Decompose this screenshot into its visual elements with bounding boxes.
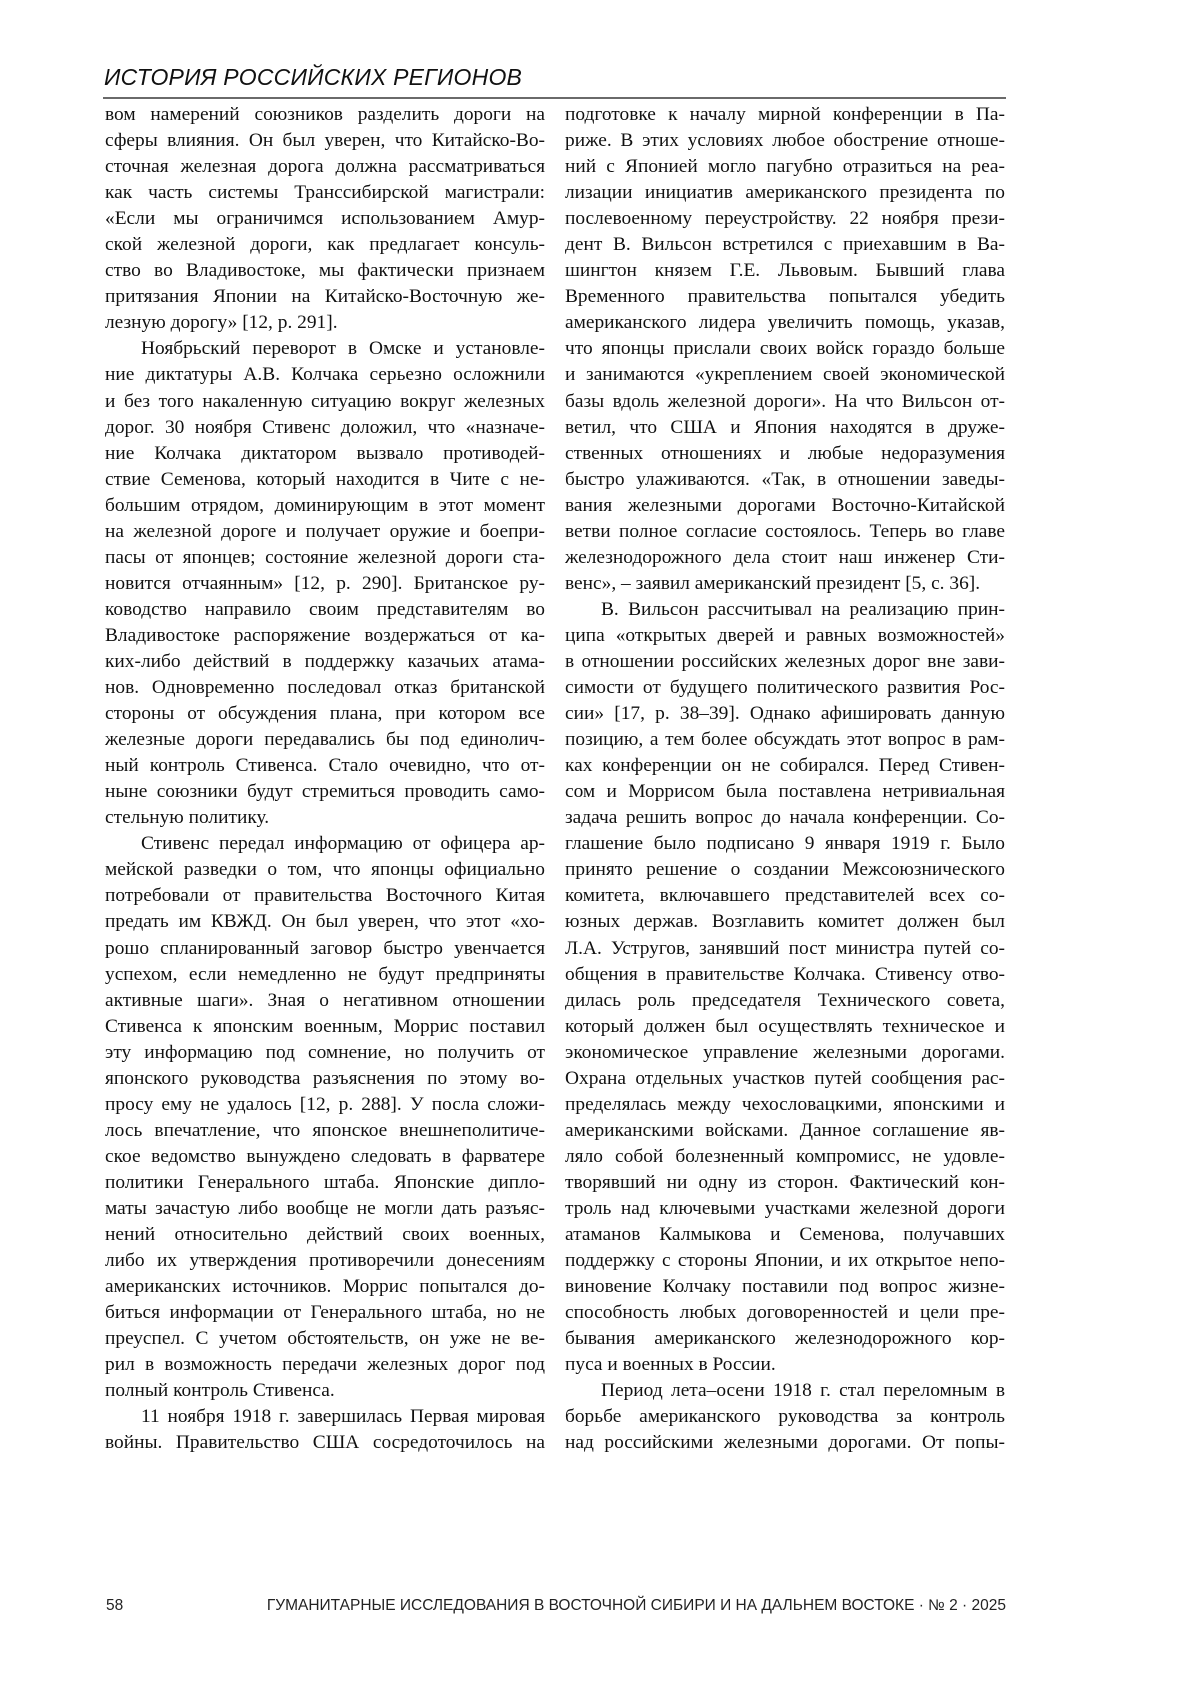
text-line: ние Колчака диктатором вызвало противодей- bbox=[105, 442, 545, 464]
text-line: Владивостоке распоряжение воздержаться от ка- bbox=[105, 624, 545, 646]
text-line: Ноябрьский переворот в Омске и установле- bbox=[141, 338, 545, 360]
text-line: Период лета–осени 1918 г. стал переломным в bbox=[601, 1380, 1005, 1402]
text-line: шингтон князем Г.Е. Львовым. Бывший глава bbox=[565, 260, 1005, 282]
header-divider bbox=[103, 97, 1006, 99]
text-line: 11 ноября 1918 г. завершилась Первая мировая bbox=[141, 1406, 545, 1428]
text-line: быстро улаживаются. «Так, в отношении заведы- bbox=[565, 468, 1005, 490]
text-line: политики Генерального штаба. Японские дипло- bbox=[105, 1171, 545, 1193]
text-line: венс», – заявил американский президент [5, с. 36]. bbox=[565, 572, 981, 594]
text-line: ципа «открытых дверей и равных возможностей» bbox=[565, 624, 1005, 646]
text-line: притязания Японии на Китайско-Восточную же- bbox=[105, 286, 545, 308]
text-line: американского лидера увеличить помощь, указав, bbox=[565, 312, 1005, 334]
text-line: послевоенному переустройству. 22 ноября прези- bbox=[565, 208, 1005, 230]
text-line: «Если мы ограничимся использованием Амур- bbox=[105, 208, 545, 230]
text-line: Стивенса к японским военным, Моррис поставил bbox=[105, 1015, 545, 1037]
text-line: сии» [17, p. 38–39]. Однако афишировать данную bbox=[565, 703, 1005, 725]
text-line: симости от будущего политического развития Рос- bbox=[565, 677, 1005, 699]
text-line: дент В. Вильсон встретился с приехавшим в Ва- bbox=[565, 234, 1005, 256]
text-line: и без того накаленную ситуацию вокруг железных bbox=[105, 390, 545, 412]
text-line: сточная железная дорога должна рассматриваться bbox=[105, 156, 545, 178]
text-line: рошо спланированный заговор быстро увенчается bbox=[105, 937, 545, 959]
text-line: японского руководства разъяснения по этому во- bbox=[105, 1067, 545, 1089]
text-line: принято решение о создании Межсоюзнического bbox=[565, 859, 1005, 881]
text-line: маты зачастую либо вообще не могли дать разъяс- bbox=[105, 1197, 545, 1219]
text-line: троль над ключевыми участками железной дороги bbox=[565, 1197, 1005, 1219]
text-line: поддержку с стороны Японии, и их открытое непо- bbox=[565, 1250, 1005, 1272]
text-line: нов. Одновременно последовал отказ британской bbox=[105, 677, 545, 699]
text-line: творявший ни одну из сторон. Фактический кон- bbox=[565, 1171, 1005, 1193]
text-line: стельную политику. bbox=[105, 807, 270, 829]
text-line: пуса и военных в России. bbox=[565, 1354, 776, 1376]
text-line: ких-либо действий в поддержку казачьих атама- bbox=[105, 650, 545, 672]
text-line: Временного правительства попытался убедить bbox=[565, 286, 1005, 308]
paragraph bbox=[105, 1404, 545, 1456]
text-line: виновение Колчаку поставили под вопрос жизне- bbox=[565, 1276, 1005, 1298]
text-line: атаманов Калмыкова и Семенова, получавших bbox=[565, 1224, 1005, 1246]
journal-title: ГУМАНИТАРНЫЕ ИССЛЕДОВАНИЯ В ВОСТОЧНОЙ СИБИРИ И НА ДАЛЬНЕМ ВОСТОКЕ · № 2 · 2025 bbox=[266, 1597, 1006, 1614]
text-line: американских источников. Моррис попытался до- bbox=[105, 1276, 545, 1298]
text-line: общения в правительстве Колчака. Стивенсу отво- bbox=[565, 963, 1005, 985]
text-line: железные дороги передавались бы под единолич- bbox=[105, 729, 545, 751]
text-line: экономическое управление железными дорогами. bbox=[565, 1041, 1005, 1063]
text-line: риже. В этих условиях любое обострение отноше- bbox=[565, 130, 1005, 152]
text-line: мейской разведки о том, что японцы официально bbox=[105, 859, 545, 881]
text-line: ветил, что США и Япония находятся в друже- bbox=[565, 416, 1005, 438]
text-line: эту информацию под сомнение, но получить от bbox=[105, 1041, 545, 1063]
paragraph bbox=[105, 336, 545, 831]
text-line: ствие Семенова, который находится в Чите с не- bbox=[105, 468, 545, 490]
text-line: в отношении российских железных дорог вне зави- bbox=[565, 650, 1005, 672]
text-line: биться информации от Генерального штаба, но не bbox=[105, 1302, 545, 1324]
text-line: юзных держав. Возглавить комитет должен был bbox=[565, 911, 1005, 933]
text-column-right bbox=[565, 102, 1005, 1456]
text-line: полный контроль Стивенса. bbox=[105, 1380, 335, 1402]
text-line: глашение было подписано 9 января 1919 г. Было bbox=[565, 833, 1005, 855]
text-line: активные шаги». Зная о негативном отношении bbox=[105, 989, 545, 1011]
paragraph bbox=[565, 597, 1005, 1378]
text-line: ководство направило своим представителям во bbox=[105, 598, 545, 620]
text-line: ныне союзники будут стремиться проводить само- bbox=[105, 781, 545, 803]
paragraph bbox=[105, 831, 545, 1404]
text-line: комитета, включавшего представителей всех со- bbox=[565, 885, 1005, 907]
text-line: вом намерений союзников разделить дороги на bbox=[105, 104, 545, 125]
text-line: предать им КВЖД. Он был уверен, что этот «хо- bbox=[105, 911, 545, 933]
text-line: ветви полное согласие состоялось. Теперь во главе bbox=[565, 520, 1005, 542]
text-line: рил в возможность передачи железных дорог под bbox=[105, 1354, 545, 1376]
text-line: американскими войсками. Данное соглашение яв- bbox=[565, 1119, 1005, 1141]
text-line: пасы от японцев; состояние железной дороги ста- bbox=[105, 546, 545, 568]
text-line: новится отчаянным» [12, p. 290]. Британское ру- bbox=[105, 572, 545, 594]
paragraph bbox=[565, 102, 1005, 597]
text-line: позицию, а тем более обсуждать этот вопрос в рам- bbox=[565, 729, 1005, 751]
text-line: дорог. 30 ноября Стивенс доложил, что «назначе- bbox=[105, 416, 545, 438]
text-line: железнодорожного дела стоит наш инженер Сти- bbox=[565, 546, 1005, 568]
paragraph bbox=[565, 1378, 1005, 1456]
text-line: нений относительно действий своих военных, bbox=[105, 1224, 545, 1246]
text-line: борьбе американского руководства за контроль bbox=[565, 1406, 1005, 1428]
text-line: просу ему не удалось [12, p. 288]. У посла сложи- bbox=[105, 1093, 545, 1115]
text-line: как часть системы Транссибирской магистрали: bbox=[105, 182, 545, 204]
page-number: 58 bbox=[106, 1597, 124, 1614]
text-line: и занимаются «укреплением своей экономической bbox=[565, 364, 1005, 386]
text-line: лизации инициатив американского президента по bbox=[565, 182, 1005, 204]
text-line: ской железной дороги, как предлагает консуль- bbox=[105, 234, 545, 256]
text-line: ство во Владивостоке, мы фактически признаем bbox=[105, 260, 545, 282]
text-line: сферы влияния. Он был уверен, что Китайско-Во- bbox=[105, 130, 545, 152]
text-column-left bbox=[105, 102, 545, 1456]
text-line: подготовке к началу мирной конференции в Па- bbox=[565, 104, 1005, 125]
text-line: лезную дорогу» [12, p. 291]. bbox=[105, 312, 338, 334]
text-line: преуспел. С учетом обстоятельств, он уже не ве- bbox=[105, 1328, 545, 1350]
text-line: ний с Японией могло пагубно отразиться на реа- bbox=[565, 156, 1005, 178]
text-line: на железной дороге и получает оружие и боепри- bbox=[105, 520, 545, 542]
text-line: ный контроль Стивенса. Стало очевидно, что от- bbox=[105, 755, 545, 777]
text-line: либо их утверждения противоречили донесениям bbox=[105, 1250, 545, 1272]
text-line: способность любых договоренностей и цели пре- bbox=[565, 1302, 1005, 1324]
text-line: ляло собой болезненный компромисс, не удовле- bbox=[565, 1145, 1005, 1167]
text-line: вания железными дорогами Восточно-Китайской bbox=[565, 494, 1005, 516]
text-line: В. Вильсон рассчитывал на реализацию прин- bbox=[601, 598, 1005, 620]
text-line: Стивенс передал информацию от офицера ар- bbox=[141, 833, 545, 855]
text-line: базы вдоль железной дороги». На что Вильсон от- bbox=[565, 390, 1005, 412]
text-line: ственных отношениях и любые недоразумения bbox=[565, 442, 1005, 464]
text-line: сом и Моррисом была поставлена нетривиальная bbox=[565, 781, 1005, 803]
text-line: стороны от обсуждения плана, при котором все bbox=[105, 703, 545, 725]
text-line: успехом, если немедленно не будут предприняты bbox=[105, 963, 545, 985]
text-line: ское ведомство вынуждено следовать в фарватере bbox=[105, 1145, 545, 1167]
text-line: над российскими железными дорогами. От попы- bbox=[565, 1432, 1005, 1454]
text-line: что японцы прислали своих войск гораздо больше bbox=[565, 338, 1005, 360]
text-line: ках конференции он не собирался. Перед Стивен- bbox=[565, 755, 1005, 777]
text-line: войны. Правительство США сосредоточилось на bbox=[105, 1432, 545, 1454]
text-line: который должен был осуществлять техническое и bbox=[565, 1015, 1005, 1037]
text-line: ние диктатуры А.В. Колчака серьезно осложнили bbox=[105, 364, 545, 386]
paragraph bbox=[105, 102, 545, 336]
text-line: бывания американского железнодорожного кор- bbox=[565, 1328, 1005, 1350]
text-line: задача решить вопрос до начала конференции. Со- bbox=[565, 807, 1005, 829]
text-line: пределялась между чехословацкими, японскими и bbox=[565, 1093, 1005, 1115]
text-line: Л.А. Устругов, занявший пост министра путей со- bbox=[565, 937, 1005, 959]
text-line: Охрана отдельных участков путей сообщения рас- bbox=[565, 1067, 1005, 1089]
running-head-section-title: ИСТОРИЯ РОССИЙСКИХ РЕГИОНОВ bbox=[104, 64, 523, 90]
text-line: потребовали от правительства Восточного Китая bbox=[105, 885, 545, 907]
text-line: лось впечатление, что японское внешнеполитиче- bbox=[105, 1119, 545, 1141]
text-line: дилась роль председателя Технического совета, bbox=[565, 989, 1005, 1011]
text-line: большим отрядом, доминирующим в этот момент bbox=[105, 494, 545, 516]
